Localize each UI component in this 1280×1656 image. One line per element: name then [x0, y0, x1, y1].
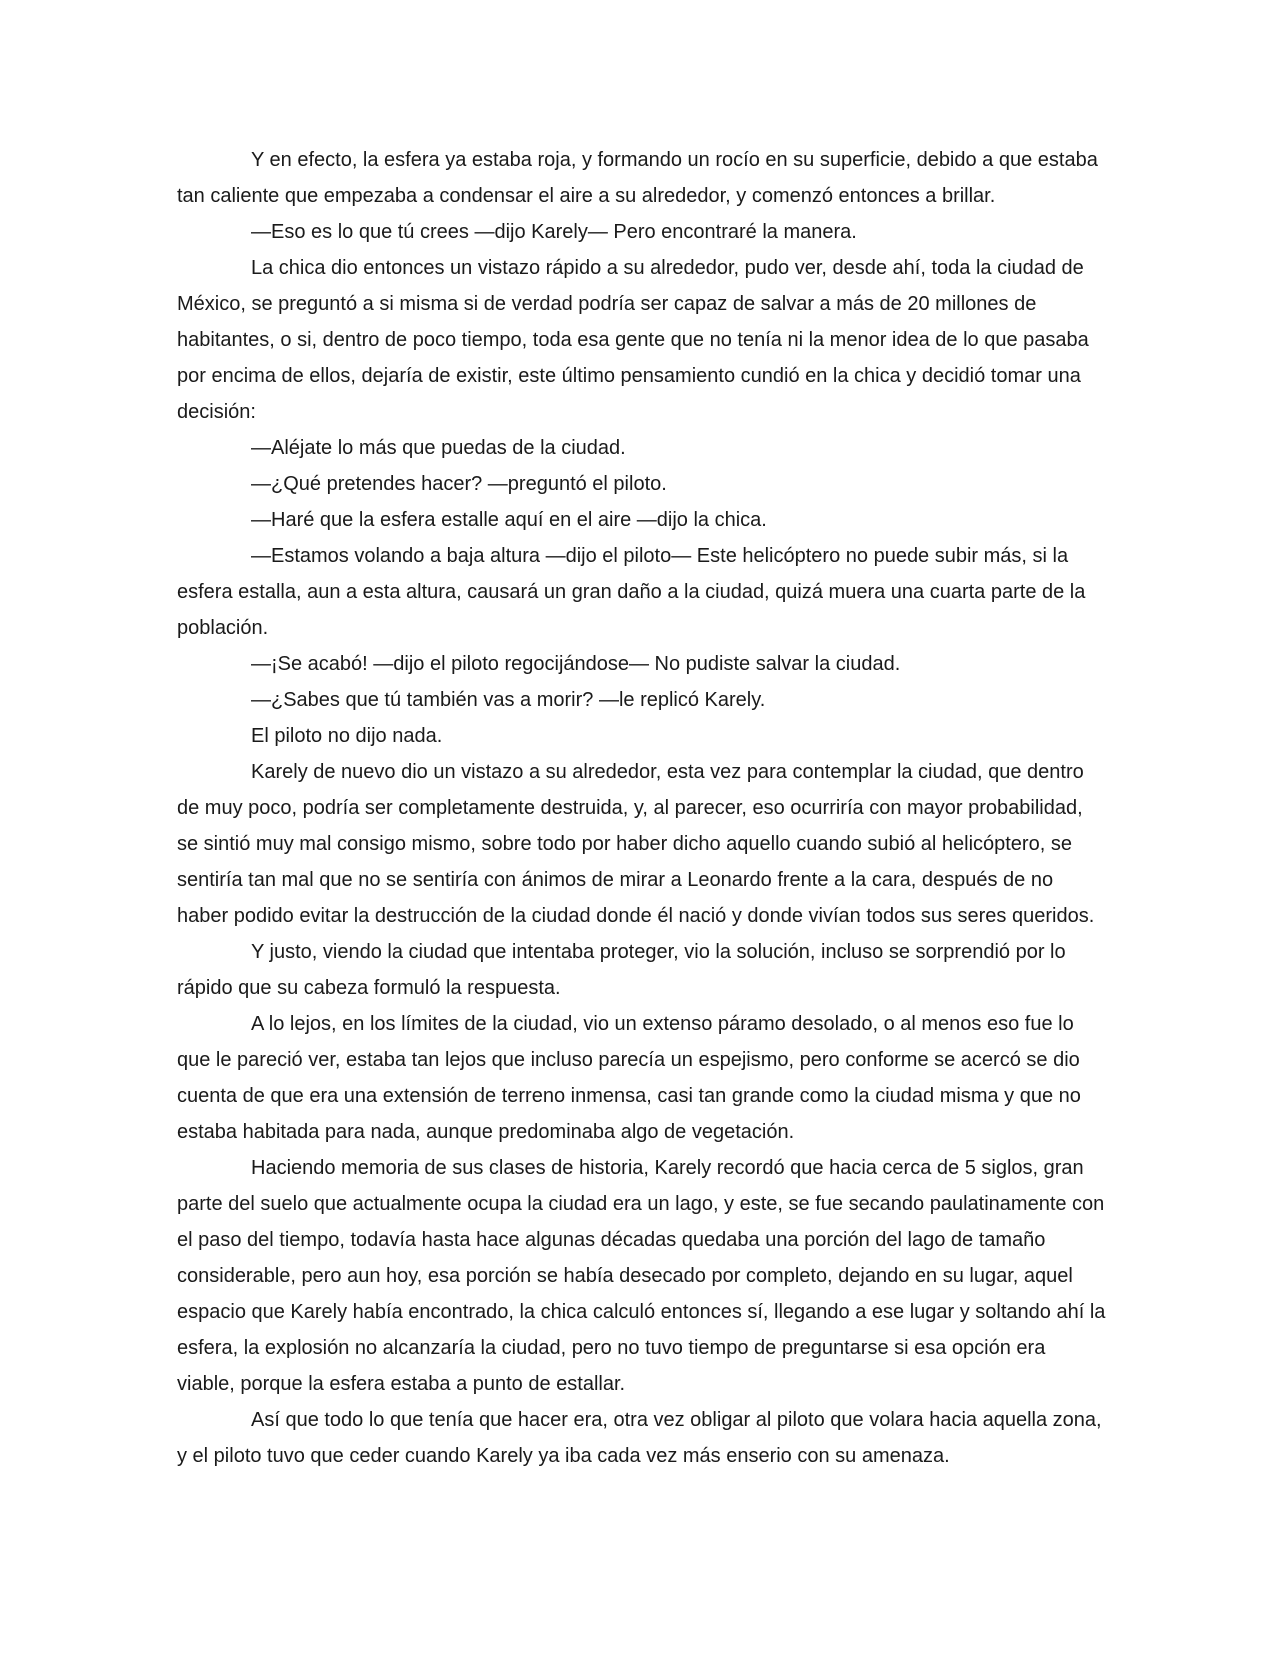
paragraph: Karely de nuevo dio un vistazo a su alrededor, esta vez para contemplar la ciudad, que dentro de muy poco, podría ser completamente destruida, y, al parecer, eso ocurriría con mayor probabilidad, se sintió muy mal consigo mismo, sobre todo por haber dicho aquello cuando subió al helicóptero, se sentiría tan mal que no se sentiría con ánimos de mirar a Leonardo frente a la cara, después de no haber podido evitar la destrucción de la ciudad donde él nació y donde vivían todos sus seres queridos. [177, 761, 1095, 927]
paragraph: —Haré que la esfera estalle aquí en el aire —dijo la chica. [251, 509, 767, 531]
paragraph: —¿Sabes que tú también vas a morir? —le replicó Karely. [251, 689, 766, 711]
paragraph: —Aléjate lo más que puedas de la ciudad. [251, 437, 626, 459]
paragraph: La chica dio entonces un vistazo rápido a su alrededor, pudo ver, desde ahí, toda la ciudad de México, se preguntó a si misma si de verdad podría ser capaz de salvar a más de 20 millones de habitantes, o si, dentro de poco tiempo, toda esa gente que no tenía ni la menor idea de lo que pasaba por encima de ellos, dejaría de existir, este último pensamiento cundió en la chica y decidió tomar una decisión: [177, 257, 1089, 423]
paragraph: —¡Se acabó! —dijo el piloto regocijándose— No pudiste salvar la ciudad. [251, 653, 901, 675]
paragraph: Haciendo memoria de sus clases de historia, Karely recordó que hacia cerca de 5 siglos, gran parte del suelo que actualmente ocupa la ciudad era un lago, y este, se fue secando paulatinamente con el paso del tiempo, todavía hasta hace algunas décadas quedaba una porción del lago de tamaño considerable, pero aun hoy, esa porción se había desecado por completo, dejando en su lugar, aquel espacio que Karely había encontrado, la chica calculó entonces sí, llegando a ese lugar y soltando ahí la esfera, la explosión no alcanzaría la ciudad, pero no tuvo tiempo de preguntarse si esa opción era viable, porque la esfera estaba a punto de estallar. [177, 1157, 1106, 1395]
paragraph: El piloto no dijo nada. [251, 725, 443, 747]
paragraph: Y justo, viendo la ciudad que intentaba proteger, vio la solución, incluso se sorprendió por lo rápido que su cabeza formuló la respuesta. [177, 941, 1066, 999]
paragraph: Y en efecto, la esfera ya estaba roja, y formando un rocío en su superficie, debido a que estaba tan caliente que empezaba a condensar el aire a su alrededor, y comenzó entonces a brillar. [177, 149, 1098, 207]
paragraph: Así que todo lo que tenía que hacer era, otra vez obligar al piloto que volara hacia aquella zona, y el piloto tuvo que ceder cuando Karely ya iba cada vez más enserio con su amenaza. [177, 1409, 1102, 1467]
paragraph: —Estamos volando a baja altura —dijo el piloto— Este helicóptero no puede subir más, si la esfera estalla, aun a esta altura, causará un gran daño a la ciudad, quizá muera una cuarta parte de la población. [177, 545, 1086, 639]
paragraph: —¿Qué pretendes hacer? —preguntó el piloto. [251, 473, 667, 495]
document-page [177, 142, 1107, 1474]
paragraph: —Eso es lo que tú crees —dijo Karely— Pero encontraré la manera. [251, 221, 857, 243]
paragraph: A lo lejos, en los límites de la ciudad, vio un extenso páramo desolado, o al menos eso fue lo que le pareció ver, estaba tan lejos que incluso parecía un espejismo, pero conforme se acercó se dio cuenta de que era una extensión de terreno inmensa, casi tan grande como la ciudad misma y que no estaba habitada para nada, aunque predominaba algo de vegetación. [177, 1013, 1081, 1143]
